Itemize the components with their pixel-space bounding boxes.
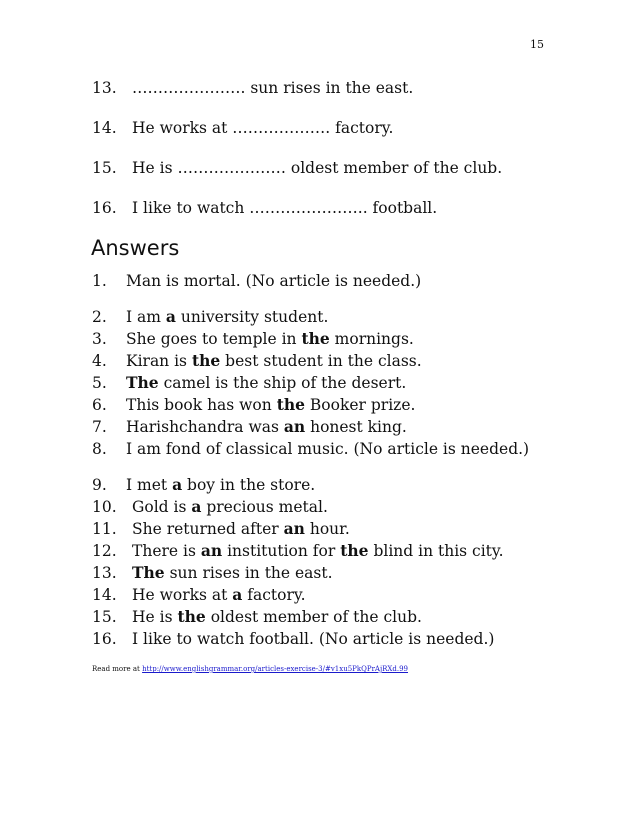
read-more-link[interactable]: http://www.englishgrammar.org/articles-exercise-3/#v1xu5PkQPrAjRXd.99 (142, 665, 409, 673)
answer-item: 4. Kiran is the best student in the class. (92, 351, 422, 370)
exercise-item (92, 194, 502, 234)
exercise-number: 16. (92, 199, 117, 217)
answer-article: a (172, 475, 183, 494)
exercise-item (92, 74, 502, 114)
answer-item: 13. The sun rises in the east. (92, 563, 333, 582)
answer-article: an (200, 541, 223, 560)
read-more-footer (92, 665, 408, 673)
answer-item (92, 628, 529, 650)
answer-article: the (276, 395, 305, 414)
exercise-item (92, 114, 502, 154)
answer-article: the (301, 329, 330, 348)
answers-heading: Answers (91, 236, 180, 260)
answer-article: The (132, 563, 165, 582)
answer-number: 14. (92, 586, 117, 604)
answer-item: 11. She returned after an hour. (92, 519, 350, 538)
answer-item: 7. Harishchandra was an honest king. (92, 417, 407, 436)
answer-article: the (340, 541, 369, 560)
answer-item: 10. Gold is a precious metal. (92, 497, 328, 516)
answer-number: 16. (92, 630, 117, 648)
exercise-number: 13. (92, 79, 117, 97)
answer-number: 9. (92, 476, 107, 494)
answer-number: 8. (92, 440, 107, 458)
answer-number: 5. (92, 374, 107, 392)
answer-item: 9. I met a boy in the store. (92, 475, 316, 494)
answer-number: 2. (92, 308, 107, 326)
exercise-text: I like to watch ………………….. football. (132, 199, 438, 217)
answer-item: 3. She goes to temple in the mornings. (92, 329, 414, 348)
answer-number: 15. (92, 608, 117, 626)
answers-list (92, 270, 529, 650)
answer-number: 12. (92, 542, 117, 560)
answer-text: I am fond of classical music. (No article is needed.) (126, 440, 530, 458)
answer-number: 6. (92, 396, 107, 414)
answer-item: 6. This book has won the Booker prize. (92, 395, 416, 414)
exercise-list (92, 74, 502, 234)
answer-number: 10. (92, 498, 117, 516)
answer-article: an (283, 519, 305, 538)
answer-number: 11. (92, 520, 117, 538)
read-more-label: Read more at (92, 665, 143, 673)
answer-text: Man is mortal. (No article is needed.) (126, 272, 422, 290)
answer-number: 13. (92, 564, 117, 582)
exercise-number: 14. (92, 119, 117, 137)
answer-text: I like to watch football. (No article is needed.) (132, 630, 495, 648)
answer-number: 7. (92, 418, 107, 436)
answer-item (92, 270, 529, 292)
answer-article: a (232, 585, 243, 604)
exercise-number: 15. (92, 159, 117, 177)
exercise-text: …………………. sun rises in the east. (132, 79, 414, 97)
answer-article: the (177, 607, 206, 626)
answer-item (92, 438, 529, 460)
answer-item: 14. He works at a factory. (92, 585, 306, 604)
answer-article: an (283, 417, 306, 436)
answer-article: a (165, 307, 176, 326)
answer-item: 2. I am a university student. (92, 307, 329, 326)
answer-article: The (126, 373, 159, 392)
answer-item: 15. He is the oldest member of the club. (92, 607, 422, 626)
answer-number: 4. (92, 352, 107, 370)
exercise-text: He works at ………………. factory. (132, 119, 394, 137)
page-number: 15 (530, 38, 544, 51)
answer-item: 12. There is an institution for the blind in this city. (92, 541, 504, 560)
answer-article: the (191, 351, 221, 370)
answer-number: 3. (92, 330, 107, 348)
answer-item: 5. The camel is the ship of the desert. (92, 373, 407, 392)
exercise-text: He is ………………… oldest member of the club. (132, 159, 503, 177)
exercise-item (92, 154, 502, 194)
answer-number: 1. (92, 272, 107, 290)
answer-article: a (191, 497, 202, 516)
